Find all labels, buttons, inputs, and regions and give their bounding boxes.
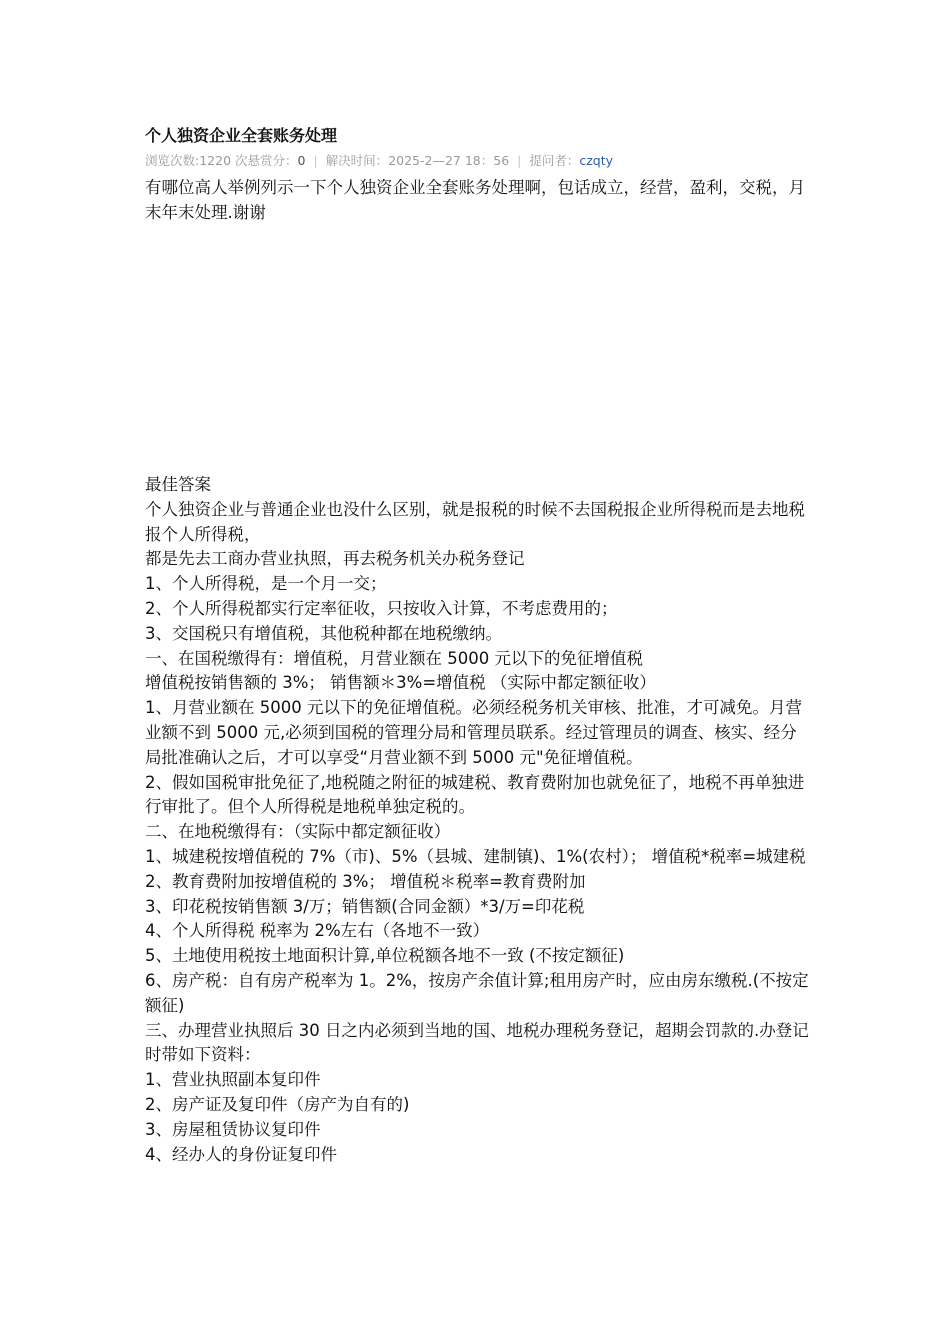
answer-line: 一、在国税缴得有：增值税，月营业额在 5000 元以下的免征增值税 xyxy=(145,648,643,668)
views-label: 浏览次数: xyxy=(145,153,200,168)
asker-link[interactable]: czqty xyxy=(579,153,614,168)
views-count: 1220 xyxy=(199,153,232,168)
question-title: 个人独资企业全套账务处理 xyxy=(145,126,338,145)
solved-time: 2025-2—27 18：56 xyxy=(388,153,510,168)
answer-line: 三、办理营业执照后 30 日之内必须到当地的国、地税办理税务登记，超期会罚款的.办登记时带如下资料： xyxy=(145,1020,809,1065)
answer-line: 个人独资企业与普通企业也没什么区别，就是报税的时候不去国税报企业所得税而是去地税报个人所得税， xyxy=(145,499,805,544)
reward-label: 次悬赏分： xyxy=(235,153,298,168)
answer-line: 1、月营业额在 5000 元以下的免征增值税。必须经税务机关审核、批准，才可减免。月营业额不到 5000 元,必须到国税的管理分局和管理员联系。经过管理员的调查、核实、经分局批准确认之后，才可以享受“月营业额不到 5000 元"免征增值税。 xyxy=(145,698,802,767)
answer-line: 5、土地使用税按土地面积计算,单位税额各地不一致 (不按定额征) xyxy=(145,946,625,966)
question-meta xyxy=(145,152,613,170)
best-answer xyxy=(145,473,810,1167)
answer-line: 1、城建税按增值税的 7%（市)、5%（县城、建制镇)、1%(农村）； 增值税*税率=城建税 xyxy=(145,846,806,866)
answer-line: 二、在地税缴得有：（实际中都定额征收） xyxy=(145,822,451,842)
answer-line: 都是先去工商办营业执照，再去税务机关办税务登记 xyxy=(145,549,525,569)
answer-line: 1、个人所得税，是一个月一交； xyxy=(145,574,387,594)
answer-line: 2、房产证及复印件（房产为自有的) xyxy=(145,1094,410,1114)
answer-line: 增值税按销售额的 3%； 销售额＊3%=增值税 （实际中都定额征收） xyxy=(145,673,656,693)
answer-line: 3、交国税只有增值税，其他税种都在地税缴纳。 xyxy=(145,623,502,643)
question-body: 有哪位高人举例列示一下个人独资企业全套账务处理啊，包话成立，经营，盈利，交税，月末年末处理.谢谢 xyxy=(145,178,805,222)
answer-heading: 最佳答案 xyxy=(145,475,211,494)
answer-line: 2、教育费附加按增值税的 3%； 增值税＊税率=教育费附加 xyxy=(145,871,586,891)
solved-label: 解决时间： xyxy=(325,153,389,168)
answer-line: 2、假如国税审批免征了,地税随之附征的城建税、教育费附加也就免征了，地税不再单独进行审批了。但个人所得税是地税单独定税的。 xyxy=(145,772,805,817)
answer-line: 3、房屋租赁协议复印件 xyxy=(145,1119,321,1139)
answer-line: 1、营业执照副本复印件 xyxy=(145,1070,321,1090)
meta-separator: | xyxy=(313,153,318,168)
answer-line: 2、个人所得税都实行定率征收，只按收入计算，不考虑费用的； xyxy=(145,598,618,618)
answer-line: 6、房产税：自有房产税率为 1。2%，按房产余值计算;租用房产时，应由房东缴税.(不按定额征) xyxy=(145,970,809,1015)
asker-label: 提问者： xyxy=(529,153,580,168)
meta-separator: | xyxy=(517,153,522,168)
answer-line: 4、经办人的身份证复印件 xyxy=(145,1144,337,1164)
answer-line: 3、印花税按销售额 3/万；销售额(合同金额）*3/万=印花税 xyxy=(145,896,585,916)
reward-value: 0 xyxy=(297,153,306,168)
answer-line: 4、个人所得税 税率为 2%左右（各地不一致） xyxy=(145,921,490,941)
